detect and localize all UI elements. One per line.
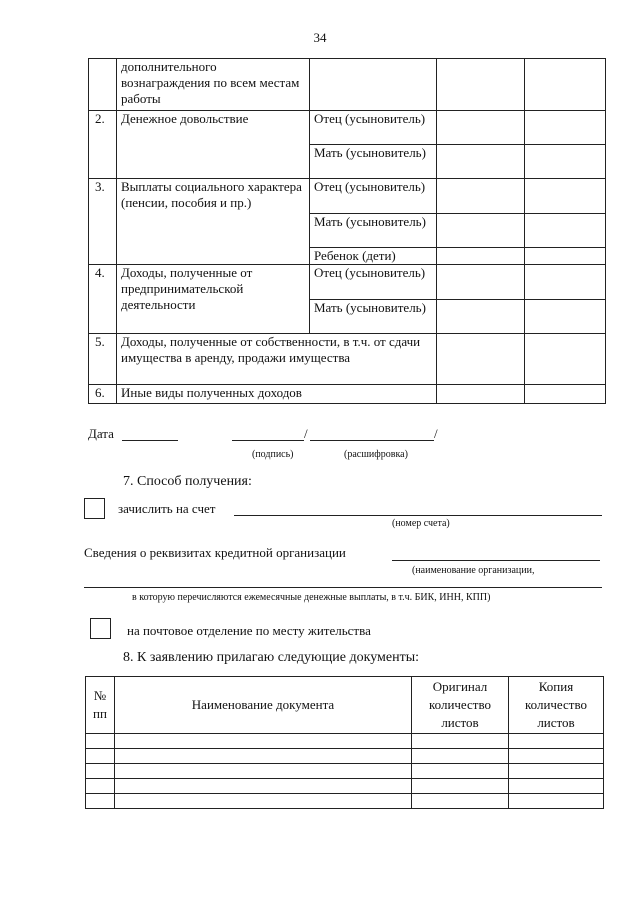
table-row <box>89 265 606 300</box>
amount-cell[interactable] <box>525 300 606 334</box>
income-type-label: Иные виды полученных доходов <box>117 385 437 404</box>
header-original: Оригинал количество листов <box>412 677 509 734</box>
amount-cell[interactable] <box>525 265 606 300</box>
doc-original-cell[interactable] <box>412 794 509 809</box>
amount-cell[interactable] <box>525 385 606 404</box>
amount-cell[interactable] <box>525 334 606 385</box>
doc-num-cell[interactable] <box>86 749 115 764</box>
amount-cell[interactable] <box>437 385 525 404</box>
signature-field[interactable] <box>232 440 304 441</box>
account-caption: (номер счета) <box>392 518 450 529</box>
row-number: 4. <box>89 265 117 334</box>
row-number: 2. <box>89 111 117 179</box>
table-row <box>86 794 604 809</box>
income-type-label: дополнительного вознаграждения по всем местам работы <box>117 59 310 111</box>
table-header-row <box>86 677 604 734</box>
doc-copy-cell[interactable] <box>509 794 604 809</box>
doc-num-cell[interactable] <box>86 764 115 779</box>
amount-cell[interactable] <box>525 248 606 265</box>
amount-cell[interactable] <box>525 214 606 248</box>
doc-copy-cell[interactable] <box>509 779 604 794</box>
doc-copy-cell[interactable] <box>509 734 604 749</box>
doc-original-cell[interactable] <box>412 749 509 764</box>
amount-cell[interactable] <box>525 111 606 145</box>
doc-original-cell[interactable] <box>412 734 509 749</box>
header-document-name: Наименование документа <box>115 677 412 734</box>
amount-cell[interactable] <box>437 334 525 385</box>
doc-copy-cell[interactable] <box>509 764 604 779</box>
doc-name-cell[interactable] <box>115 734 412 749</box>
parent-cell <box>310 59 437 111</box>
section-8-title: 8. К заявлению прилагаю следующие документы: <box>123 650 420 665</box>
doc-copy-cell[interactable] <box>509 749 604 764</box>
account-number-field[interactable] <box>234 515 602 516</box>
doc-name-cell[interactable] <box>115 779 412 794</box>
table-row <box>86 764 604 779</box>
slash: / <box>434 426 438 441</box>
doc-original-cell[interactable] <box>412 779 509 794</box>
amount-cell[interactable] <box>437 265 525 300</box>
page-number: 34 <box>313 30 327 45</box>
signature-caption: (подпись) <box>252 449 294 460</box>
date-label: Дата <box>88 426 114 441</box>
bank-label: Сведения о реквизитах кредитной организации <box>84 545 346 560</box>
parent-cell: Мать (усыновитель) <box>310 145 437 179</box>
parent-cell: Отец (усыновитель) <box>310 265 437 300</box>
decode-field[interactable] <box>310 440 434 441</box>
table-row <box>89 111 606 145</box>
header-num: № пп <box>86 677 115 734</box>
doc-original-cell[interactable] <box>412 764 509 779</box>
parent-cell: Отец (усыновитель) <box>310 179 437 214</box>
doc-num-cell[interactable] <box>86 794 115 809</box>
amount-cell[interactable] <box>525 179 606 214</box>
header-copy: Копия количество листов <box>509 677 604 734</box>
income-table <box>88 58 606 404</box>
amount-cell[interactable] <box>437 111 525 145</box>
parent-cell: Ребенок (дети) <box>310 248 437 265</box>
table-row <box>89 385 606 404</box>
parent-cell: Мать (усыновитель) <box>310 300 437 334</box>
doc-num-cell[interactable] <box>86 734 115 749</box>
table-row <box>86 779 604 794</box>
parent-cell: Отец (усыновитель) <box>310 111 437 145</box>
bank-details-field[interactable] <box>84 587 602 588</box>
amount-cell[interactable] <box>525 59 606 111</box>
parent-cell: Мать (усыновитель) <box>310 214 437 248</box>
amount-cell[interactable] <box>525 145 606 179</box>
account-option-label: зачислить на счет <box>118 501 216 516</box>
income-type-label: Выплаты социального характера (пенсии, пособия и пр.) <box>117 179 310 265</box>
section-7-title: 7. Способ получения: <box>123 474 252 489</box>
table-row <box>86 749 604 764</box>
date-field[interactable] <box>122 440 178 441</box>
table-row <box>89 59 606 111</box>
doc-name-cell[interactable] <box>115 794 412 809</box>
table-row <box>86 734 604 749</box>
income-type-label: Доходы, полученные от предпринимательской деятельности <box>117 265 310 334</box>
documents-table <box>85 676 604 809</box>
amount-cell[interactable] <box>437 300 525 334</box>
bank-caption-2: в которую перечисляются ежемесячные денежные выплаты, в т.ч. БИК, ИНН, КПП) <box>132 592 491 603</box>
bank-name-field[interactable] <box>392 560 600 561</box>
row-number: 6. <box>89 385 117 404</box>
post-office-option-label: на почтовое отделение по месту жительства <box>127 623 371 638</box>
amount-cell[interactable] <box>437 145 525 179</box>
decode-caption: (расшифровка) <box>344 449 408 460</box>
amount-cell[interactable] <box>437 59 525 111</box>
amount-cell[interactable] <box>437 214 525 248</box>
row-number: 5. <box>89 334 117 385</box>
income-type-label: Денежное довольствие <box>117 111 310 179</box>
table-row <box>89 179 606 214</box>
slash: / <box>304 426 308 441</box>
doc-num-cell[interactable] <box>86 779 115 794</box>
amount-cell[interactable] <box>437 248 525 265</box>
table-row <box>89 334 606 385</box>
doc-name-cell[interactable] <box>115 764 412 779</box>
post-office-checkbox[interactable] <box>90 618 111 639</box>
amount-cell[interactable] <box>437 179 525 214</box>
row-number: 3. <box>89 179 117 265</box>
bank-caption: (наименование организации, <box>412 565 535 576</box>
income-type-label: Доходы, полученные от собственности, в т.ч. от сдачи имущества в аренду, продажи имущества <box>117 334 437 385</box>
row-number <box>89 59 117 111</box>
account-checkbox[interactable] <box>84 498 105 519</box>
doc-name-cell[interactable] <box>115 749 412 764</box>
